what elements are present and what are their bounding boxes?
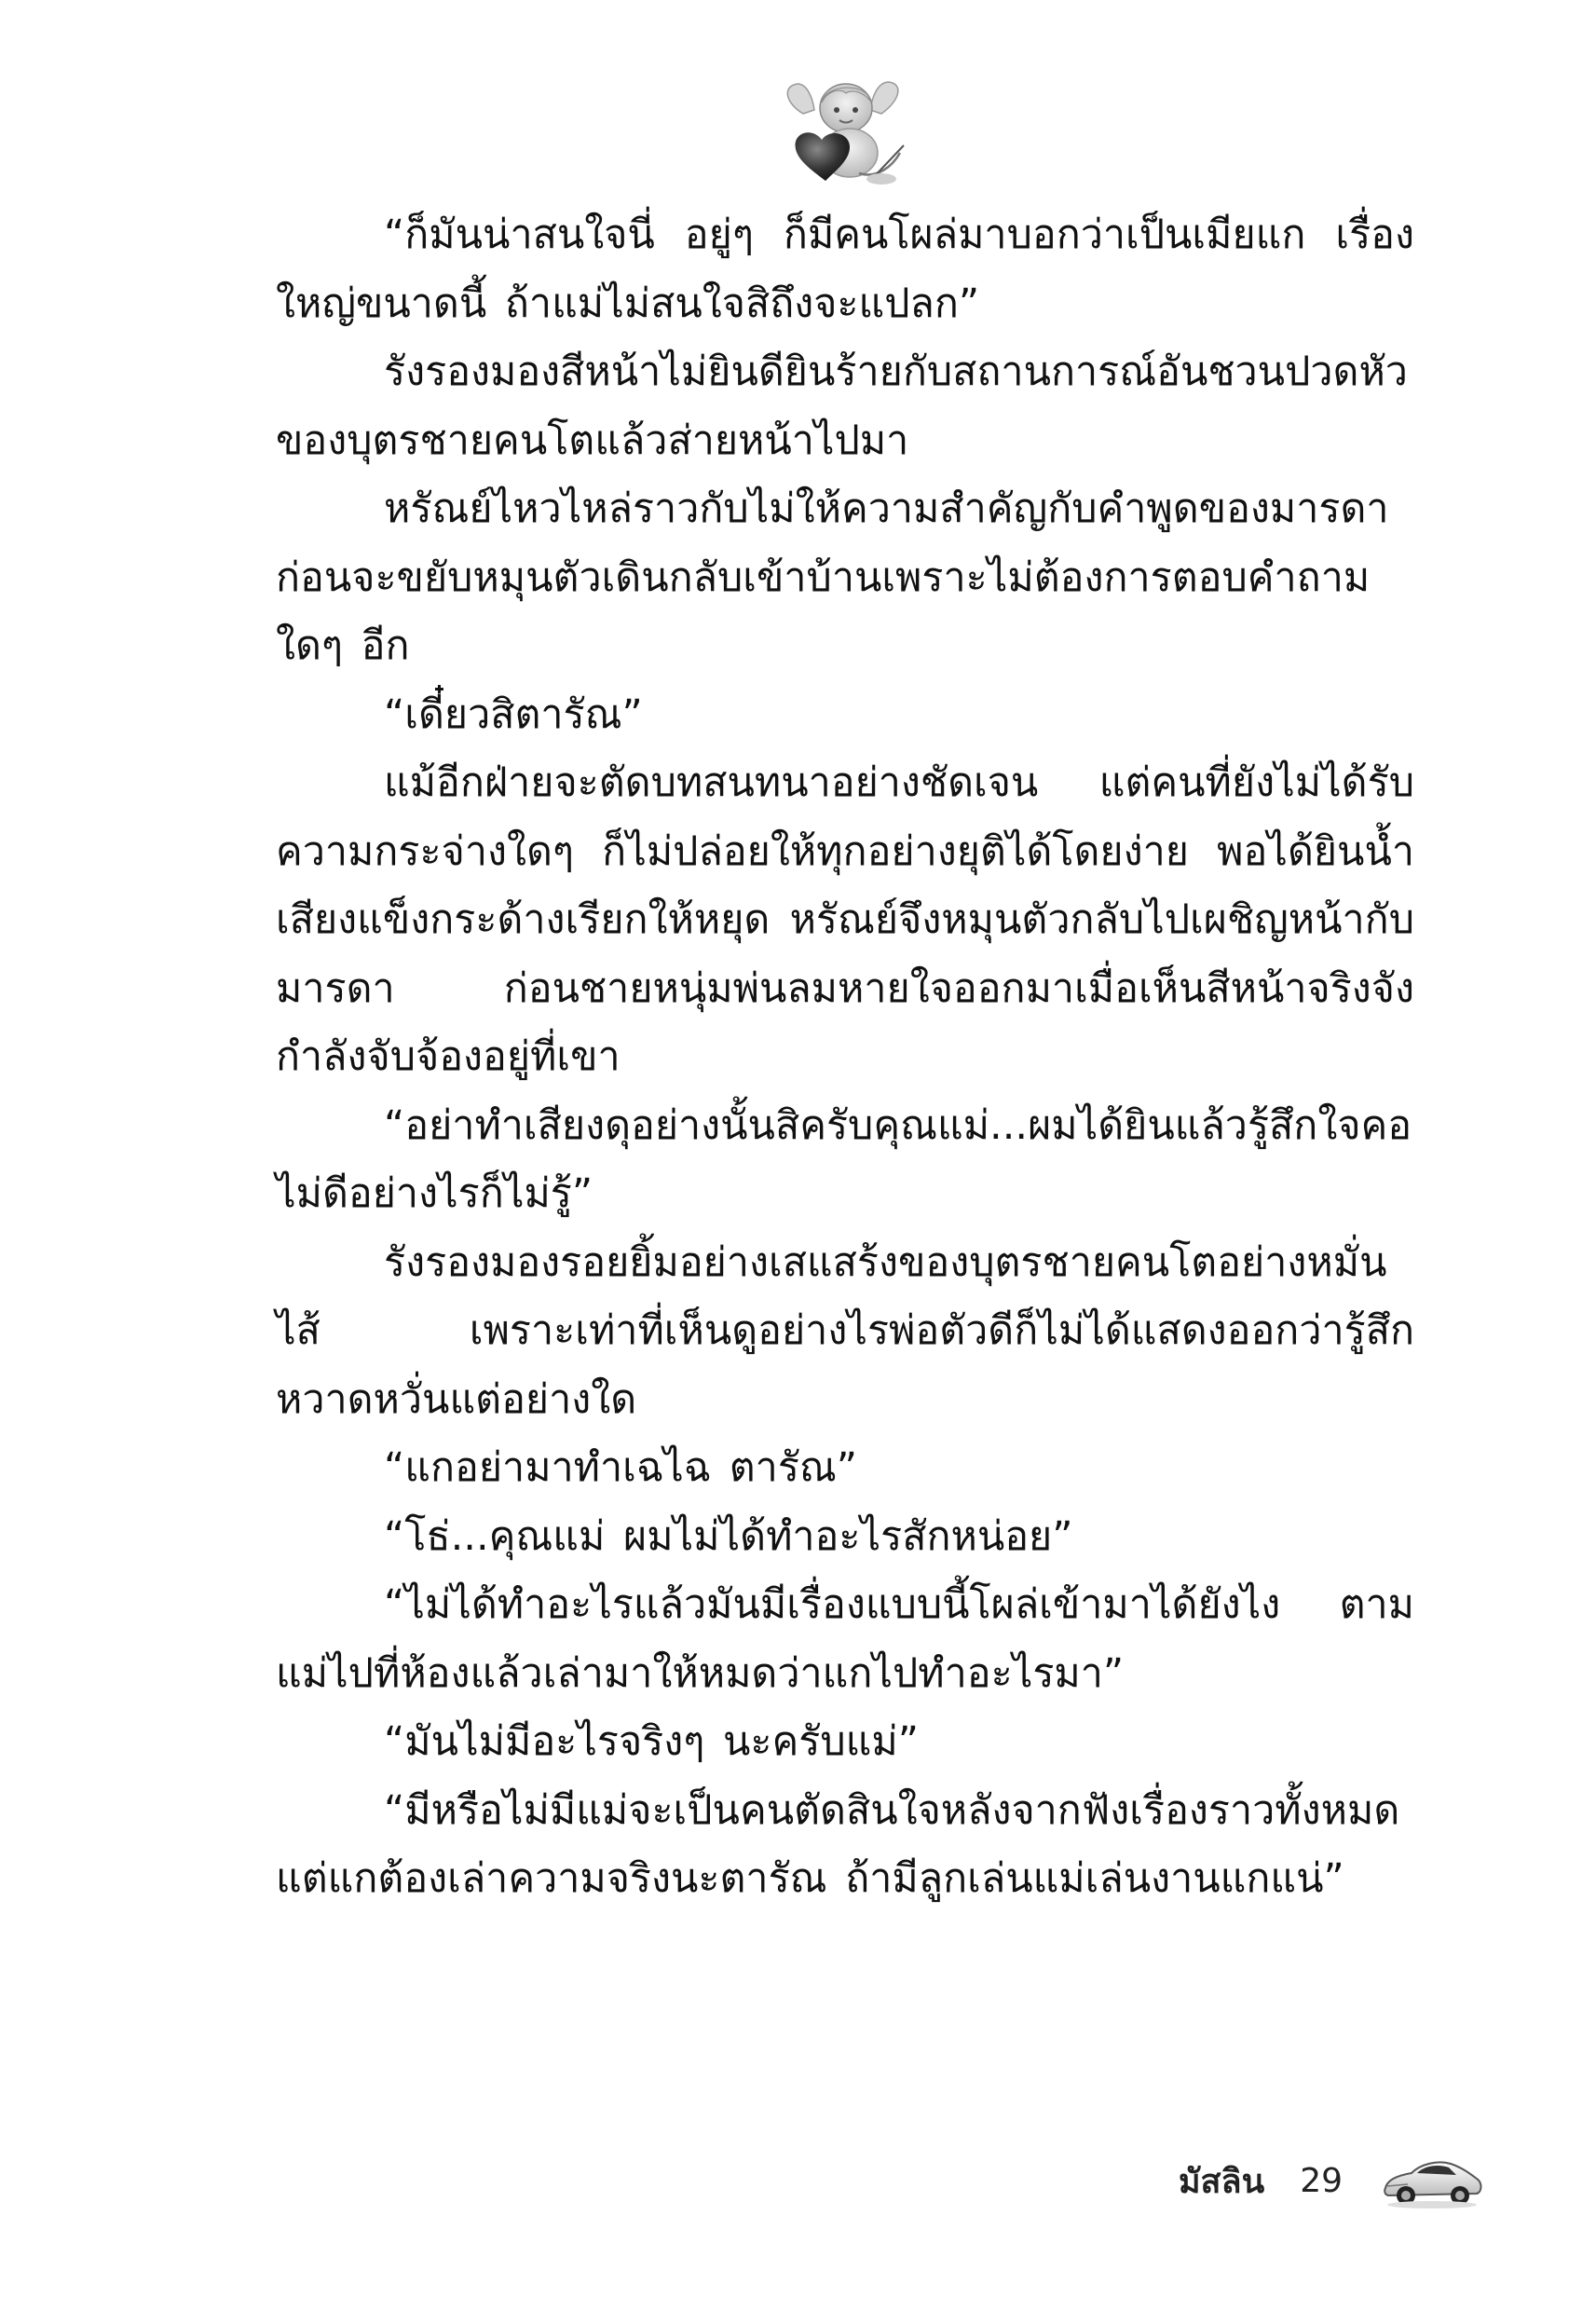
paragraph: แม้อีกฝ่ายจะตัดบทสนทนาอย่างชัดเจน แต่คนที่ยังไม่ได้รับความกระจ่างใดๆ ก็ไม่ปล่อยให้ทุกอย่างยุติได้โดยง่าย พอได้ยินน้ำเสียงแข็งกระด้างเรียกให้หยุด หรัณย์จึงหมุนตัวกลับไปเผชิญหน้ากับมารดา ก่อนชายหนุ่มพ่นลมหายใจออกมาเมื่อเห็นสีหน้าจริงจังกำลังจับจ้องอยู่ที่เขา <box>276 759 1414 1080</box>
sports-car-icon <box>1380 2151 1484 2210</box>
page-footer <box>1179 2143 1484 2218</box>
paragraph: “ไม่ได้ทำอะไรแล้วมันมีเรื่องแบบนี้โผล่เข้ามาได้ยังไง ตามแม่ไปที่ห้องแล้วเล่ามาให้หมดว่าแกไปทำอะไรมา” <box>276 1581 1414 1697</box>
paragraph: “เดี๋ยวสิตารัณ” <box>384 691 643 738</box>
cupid-heart-icon <box>781 76 907 186</box>
story-text <box>276 201 1414 1914</box>
paragraph: “มันไม่มีอะไรจริงๆ นะครับแม่” <box>384 1718 920 1765</box>
author-name: มัสลิน <box>1178 2162 1265 2201</box>
paragraph: หรัณย์ไหวไหล่ราวกับไม่ให้ความสำคัญกับคำพูดของมารดาก่อนจะขยับหมุนตัวเดินกลับเข้าบ้านเพราะไม่ต้องการตอบคำถามใดๆ อีก <box>276 485 1389 669</box>
paragraph: “อย่าทำเสียงดุอย่างนั้นสิครับคุณแม่...ผมได้ยินแล้วรู้สึกใจคอไม่ดีอย่างไรก็ไม่รู้” <box>276 1101 1412 1217</box>
paragraph: “ก็มันน่าสนใจนี่ อยู่ๆ ก็มีคนโผล่มาบอกว่าเป็นเมียแก เรื่องใหญ่ขนาดนี้ ถ้าแม่ไม่สนใจสิถึงจะแปลก” <box>276 212 1414 327</box>
paragraph: “โธ่...คุณแม่ ผมไม่ได้ทำอะไรสักหน่อย” <box>384 1512 1073 1560</box>
paragraph: รังรองมองรอยยิ้มอย่างเสแสร้งของบุตรชายคนโตอย่างหมั่นไส้ เพราะเท่าที่เห็นดูอย่างไรพ่อตัวดีก็ไม่ได้แสดงออกว่ารู้สึกหวาดหวั่นแต่อย่างใด <box>276 1238 1414 1423</box>
paragraph: “มีหรือไม่มีแม่จะเป็นคนตัดสินใจหลังจากฟังเรื่องราวทั้งหมด แต่แกต้องเล่าความจริงนะตารัณ ถ้ามีลูกเล่นแม่เล่นงานแกแน่” <box>276 1786 1400 1902</box>
paragraph: รังรองมองสีหน้าไม่ยินดียินร้ายกับสถานการณ์อันชวนปวดหัวของบุตรชายคนโตแล้วส่ายหน้าไปมา <box>276 349 1408 464</box>
paragraph: “แกอย่ามาทำเฉไฉ ตารัณ” <box>384 1444 858 1491</box>
page-number: 29 <box>1300 2161 1343 2200</box>
